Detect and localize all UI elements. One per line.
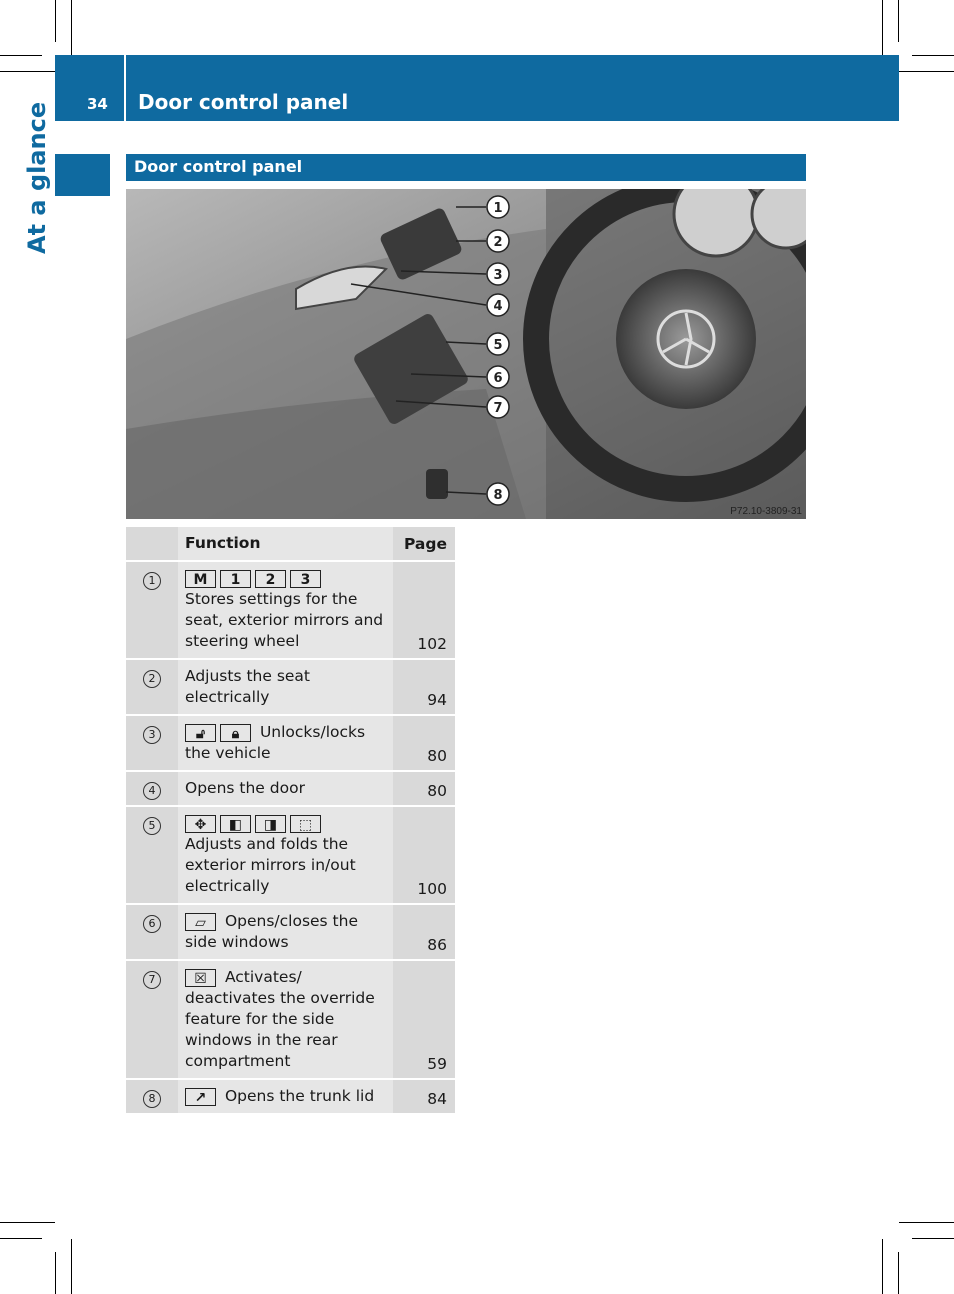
page-ref: 86	[393, 904, 455, 960]
crop-mark	[912, 55, 954, 56]
figure-callout-label: 2	[493, 235, 503, 250]
crop-mark	[0, 55, 42, 56]
figure-callout-label: 6	[493, 371, 503, 386]
door-panel-figure	[126, 189, 806, 519]
function-text: Opens the door	[178, 771, 393, 806]
unlock-icon: 🔓︎	[185, 724, 216, 742]
figure-callout-label: 5	[493, 338, 503, 353]
page-ref: 80	[393, 715, 455, 771]
page-ref: 102	[393, 561, 455, 659]
crop-mark	[899, 71, 954, 72]
table-row	[126, 904, 455, 960]
crop-mark	[55, 1252, 56, 1294]
function-text: Opens the trunk lid	[224, 1087, 375, 1105]
key-symbols	[185, 813, 387, 834]
row-number: 3	[143, 726, 161, 744]
row-number: 2	[143, 670, 161, 688]
figure-callout-label: 7	[493, 401, 503, 416]
header-divider	[124, 55, 126, 121]
page-ref: 80	[393, 771, 455, 806]
page-ref: 84	[393, 1079, 455, 1114]
function-text: Activates/ deactivates the override feature for the side windows in the rear compartment	[185, 968, 375, 1070]
lock-icon: 🔒︎	[220, 724, 251, 742]
side-tab	[55, 154, 110, 196]
function-text: Stores settings for the seat, exterior mirrors and steering wheel	[185, 590, 384, 650]
row-number: 7	[143, 971, 161, 989]
function-text: Adjusts the seat electrically	[178, 659, 393, 715]
crop-mark	[882, 1239, 883, 1294]
row-number: 6	[143, 915, 161, 933]
crop-mark	[55, 0, 56, 42]
page-ref: 59	[393, 960, 455, 1079]
table-row	[126, 659, 455, 715]
table-row	[126, 806, 455, 904]
key-symbols	[185, 568, 387, 589]
figure-callout-label: 1	[493, 201, 503, 216]
side-tab-label: At a glance	[22, 101, 51, 254]
mirror-adjust-icon: ✥	[185, 815, 216, 833]
memory-2-key: 2	[255, 570, 286, 588]
header-function: Function	[178, 527, 393, 561]
section-heading: Door control panel	[126, 154, 806, 181]
table-row	[126, 715, 455, 771]
figure-callout-label: 8	[493, 488, 503, 503]
figure-code: P72.10-3809-31	[730, 506, 802, 517]
crop-mark	[882, 0, 883, 55]
mirror-fold-icon: ⬚	[290, 815, 321, 833]
override-icon: ☒	[185, 969, 216, 987]
table-row	[126, 771, 455, 806]
right-mirror-icon: ◨	[255, 815, 286, 833]
figure-callout-label: 4	[493, 299, 503, 314]
crop-mark	[0, 1238, 42, 1239]
page-number: 34	[87, 95, 108, 113]
crop-mark	[71, 0, 72, 55]
crop-mark	[912, 1238, 954, 1239]
page-ref: 100	[393, 806, 455, 904]
crop-mark	[0, 71, 55, 72]
table-row	[126, 561, 455, 659]
figure-callout-label: 3	[493, 268, 503, 283]
crop-mark	[898, 0, 899, 42]
row-number: 1	[143, 572, 161, 590]
memory-1-key: 1	[220, 570, 251, 588]
row-number: 5	[143, 817, 161, 835]
function-text: Adjusts and folds the exterior mirrors in/out electrically	[185, 835, 356, 895]
table-row	[126, 960, 455, 1079]
page-ref: 94	[393, 659, 455, 715]
page-title: Door control panel	[138, 90, 349, 114]
window-icon: ▱	[185, 913, 216, 931]
table-row	[126, 1079, 455, 1114]
left-mirror-icon: ◧	[220, 815, 251, 833]
crop-mark	[898, 1252, 899, 1294]
row-number: 4	[143, 782, 161, 800]
header-num	[126, 527, 178, 561]
memory-m-key: M	[185, 570, 216, 588]
row-number: 8	[143, 1090, 161, 1108]
trunk-icon: ↗	[185, 1088, 216, 1106]
crop-mark	[71, 1239, 72, 1294]
crop-mark	[899, 1222, 954, 1223]
function-text: Unlocks/locks the vehicle	[185, 723, 366, 762]
crop-mark	[0, 1222, 55, 1223]
table-header-row	[126, 527, 455, 561]
function-table	[126, 527, 455, 1115]
memory-3-key: 3	[290, 570, 321, 588]
function-text: Opens/closes the side windows	[185, 912, 358, 951]
header-page: Page	[393, 527, 455, 561]
